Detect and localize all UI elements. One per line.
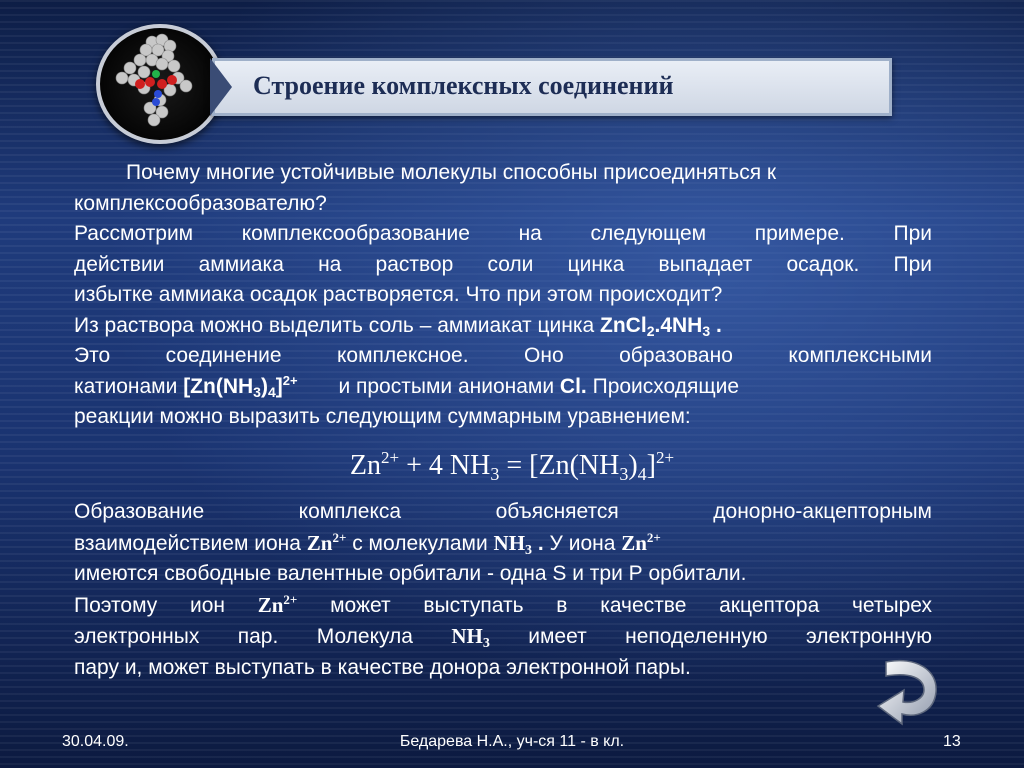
paragraph-2-line-3: избытке аммиака осадок растворяется. Что при этом происходит? bbox=[74, 283, 723, 306]
explanation-line-5: электронных пар. Молекула $NH_3$ имеет неподеленную электронную bbox=[74, 624, 932, 651]
explanation-line-1: Образование комплекса объясняется донорно-акцепторным bbox=[74, 500, 932, 523]
paragraph-2-line-1: Рассмотрим комплексообразование на следующем примере. При bbox=[74, 222, 932, 245]
complex-cation-formula: $[Zn(NH_3)_4]^{2+}$ bbox=[183, 372, 298, 400]
explanation-line-6: пару и, может выступать в качестве донора электронной пары. bbox=[74, 655, 691, 679]
page-number: 13 bbox=[943, 733, 961, 750]
title-banner bbox=[212, 58, 892, 116]
question-line-1: Почему многие устойчивые молекулы способны присоединяться к bbox=[126, 161, 777, 184]
question-line-2: комплексообразователю? bbox=[74, 191, 327, 215]
footer-author: Бедарева Н.А., уч-ся 11 - в кл. bbox=[399, 733, 625, 750]
zinc-ammoniate-formula: $ZnCl_2.4NH_3$ bbox=[600, 313, 711, 339]
chloride-anion: Cl bbox=[559, 374, 581, 398]
return-arrow-icon[interactable] bbox=[872, 652, 944, 730]
paragraph-3-line: Из раствора можно выделить соль – аммиакат цинка $ZnCl_2.4NH_3$ . bbox=[74, 313, 722, 339]
explanation-block bbox=[74, 497, 932, 683]
explanation-line-4: Поэтому ион $Zn^{2+}$ может выступать в качестве акцептора четырех bbox=[74, 591, 933, 617]
body-text-block bbox=[74, 158, 932, 433]
paragraph-4-line-3: реакции можно выразить следующим суммарным уравнением: bbox=[74, 405, 691, 428]
footer-date: 30.04.09. bbox=[62, 733, 129, 750]
title-chevron-icon bbox=[210, 58, 232, 116]
slide-title: Строение комплексных соединений bbox=[253, 71, 674, 100]
explanation-line-2: взаимодействием иона $Zn^{2+}$ с молекулами $NH_3$ . У иона $Zn^{2+}$ bbox=[74, 529, 661, 558]
reaction-equation: $Zn^{2+} + 4$ $NH_3 = [Zn(NH_3)_4]^{2+}$ bbox=[349, 448, 675, 484]
paragraph-2-line-2: действии аммиака на раствор соли цинка выпадает осадок. При bbox=[74, 252, 932, 276]
explanation-line-3: имеются свободные валентные орбитали - одна S и три Р орбитали. bbox=[74, 562, 747, 585]
paragraph-4-line-2: катионами $[Zn(NH_3)_4]^{2+}$ и простыми анионами Cl. Происходящие bbox=[74, 372, 740, 400]
paragraph-4-line-1: Это соединение комплексное. Оно образовано комплексными bbox=[74, 344, 932, 367]
molecule-model-icon bbox=[96, 24, 224, 144]
p3-text: Из раствора можно выделить соль – аммиакат цинка bbox=[74, 313, 601, 337]
